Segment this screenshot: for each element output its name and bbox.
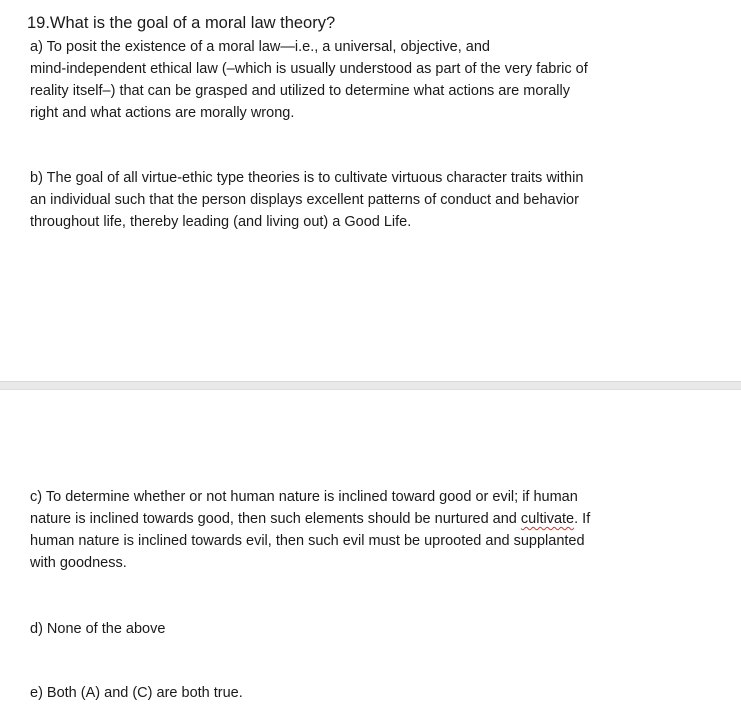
option-d — [30, 618, 670, 640]
option-e — [30, 682, 670, 704]
option-a-line-4: right and what actions are morally wrong. — [30, 105, 295, 121]
option-c-line-1: c) To determine whether or not human nature is inclined toward good or evil; if human — [30, 489, 578, 505]
option-d-text: d) None of the above — [30, 621, 166, 637]
option-b-line-1: b) The goal of all virtue-ethic type theories is to cultivate virtuous character traits within — [30, 170, 584, 186]
option-c-line-4: with goodness. — [30, 555, 127, 571]
question-title: 19.What is the goal of a moral law theory? — [27, 14, 336, 32]
option-b — [30, 167, 670, 233]
option-e-text: e) Both (A) and (C) are both true. — [30, 685, 243, 701]
option-c-line-2-end: . If — [574, 511, 591, 527]
option-c-line-3: human nature is inclined towards evil, then such evil must be uprooted and supplanted — [30, 533, 585, 549]
option-c-line-2-start: nature is inclined towards good, then such elements should be nurtured and — [30, 511, 521, 527]
spellcheck-flagged-word[interactable]: cultivate — [520, 511, 575, 527]
option-b-line-2: an individual such that the person displays excellent patterns of conduct and behavior — [30, 192, 579, 208]
option-c — [30, 486, 670, 574]
option-a-line-3: reality itself–) that can be grasped and utilized to determine what actions are morally — [30, 83, 571, 99]
option-a-line-2: mind-independent ethical law (–which is usually understood as part of the very fabric of — [30, 61, 588, 77]
option-a — [30, 36, 670, 124]
option-a-line-1: a) To posit the existence of a moral law—i.e., a universal, objective, and — [30, 39, 490, 55]
option-b-line-3: throughout life, thereby leading (and living out) a Good Life. — [30, 214, 412, 230]
option-c-line-2 — [30, 508, 670, 530]
page-break — [0, 381, 741, 390]
